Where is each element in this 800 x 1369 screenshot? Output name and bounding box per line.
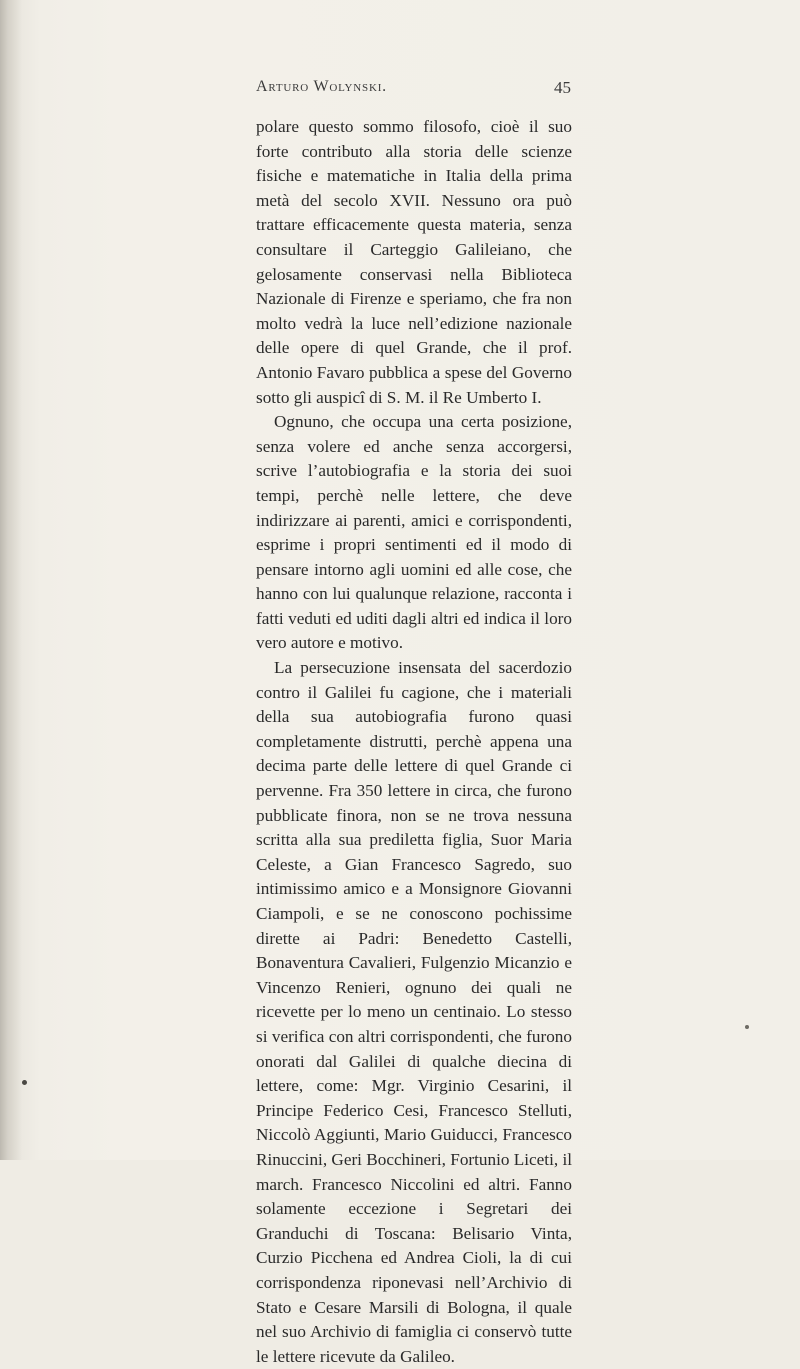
paragraph-1: polare questo sommo filosofo, cioè il suo forte contributo alla storia delle scienze fisiche e matematiche in Italia della prima metà del secolo XVII. Nessuno ora può trattare efficacemente questa materia, senza consultare il Carteggio Galileiano, che gelosamente conservasi nella Biblioteca Nazionale di Firenze e speriamo, che fra non molto vedrà la luce nell’edizione nazionale delle opere di quel Grande, che il prof. Antonio Favaro pubblica a spese del Governo sotto gli auspicî di S. M. il Re Umberto I. (256, 117, 572, 407)
paragraph-2: Ognuno, che occupa una certa posizione, senza volere ed anche senza accorgersi, scrive l’autobiografia e la storia dei suoi tempi, perchè nelle lettere, che deve indirizzare ai parenti, amici e corrispondenti, esprime i propri sentimenti ed il modo di pensare intorno agli uomini ed alle cose, che hanno con lui qualunque relazione, racconta i fatti veduti ed uditi dagli altri ed indica il loro vero autore e motivo. (256, 412, 572, 653)
page-number: 45 (554, 78, 571, 97)
page-header (256, 78, 571, 102)
ink-speck (22, 1080, 27, 1085)
body-text (256, 115, 572, 1369)
paragraph-3: La persecuzione insensata del sacerdozio contro il Galilei fu cagione, che i materiali della sua autobiografia furono quasi completamente distrutti, perchè appena una decima parte delle lettere di quel Grande ci pervenne. Fra 350 lettere in circa, che furono pubblicate finora, non se ne trova nessuna scritta alla sua prediletta figlia, Suor Maria Celeste, a Gian Francesco Sagredo, suo intimissimo amico e a Monsignore Giovanni Ciampoli, e se ne conoscono pochissime dirette ai Padri: Benedetto Castelli, Bonaventura Cavalieri, Fulgenzio Micanzio e Vincenzo Renieri, ognuno dei quali ne ricevette per lo meno un centinaio. Lo stesso si verifica con altri corrispondenti, che furono onorati dal Galilei di qualche diecina di lettere, come: Mgr. Virginio Cesarini, il Principe Federico Cesi, Francesco Stelluti, Niccolò Aggiunti, Mario Guiducci, Francesco Rinuccini, Geri Bocchineri, Fortunio Liceti, il march. Francesco Niccolini ed altri. Fanno solamente eccezione i Segretari dei Granduchi di Toscana: Belisario Vinta, Curzio Picchena ed Andrea Cioli, la di cui corrispondenza riponevasi nell’Archivio di Stato e Cesare Marsili di Bologna, il quale nel suo Archivio di famiglia ci conservò tutte le lettere ricevute da Galileo. (256, 658, 572, 1366)
ink-speck (745, 1025, 749, 1029)
running-head: Arturo Wolynski. (256, 78, 387, 95)
binding-shadow (0, 0, 22, 1160)
